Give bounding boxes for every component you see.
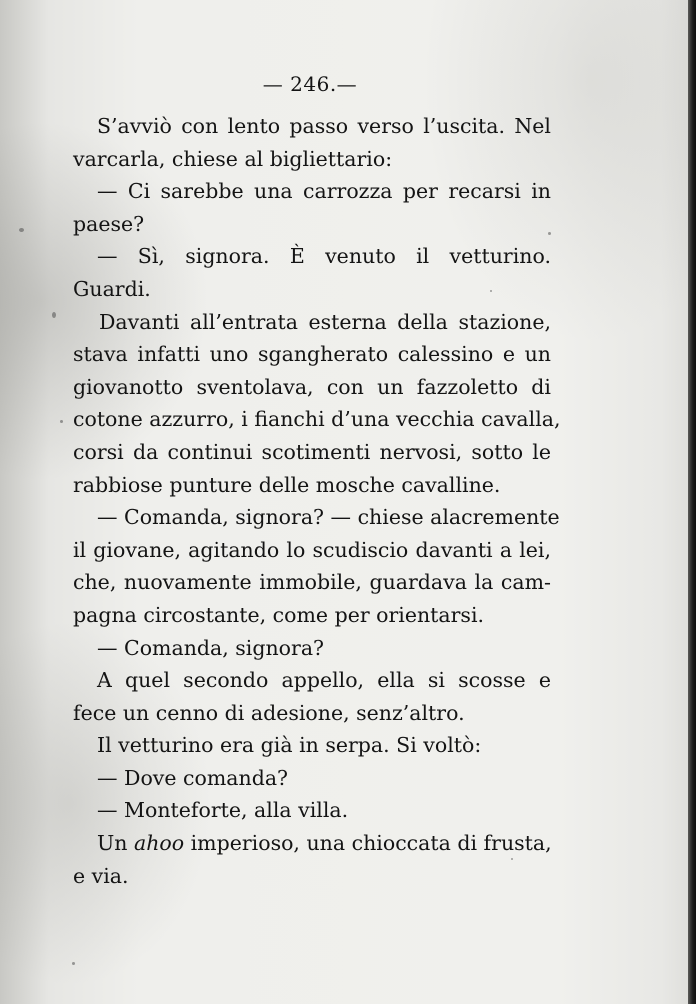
italic-word: ahoo <box>134 831 185 856</box>
text-line: — Ci sarebbe una carrozza per recarsi in <box>97 179 551 204</box>
text-line: Davanti all’entrata esterna della stazione, <box>99 309 551 334</box>
text-line: che, nuovamente immobile, guardava la cam- <box>73 570 551 595</box>
text-line: — Comanda, signora? — chiese alacremente <box>97 505 560 530</box>
text-line: — Dove comanda? <box>97 765 289 790</box>
text-line: rabbiose punture delle mosche cavalline. <box>73 472 501 497</box>
page-number: — 246.— <box>262 72 358 96</box>
text-line: S’avviò con lento passo verso l’uscita. Nel <box>97 114 551 138</box>
text-line: stava infatti uno sgangherato calessino e un <box>73 342 551 367</box>
paper-speck <box>60 420 63 423</box>
text-line: corsi da continui scotimenti nervosi, sotto le <box>73 439 551 464</box>
text-line: — Monteforte, alla villa. <box>97 798 349 823</box>
page-text <box>73 110 561 892</box>
text-line: il giovane, agitando lo scudiscio davanti a lei, <box>73 537 551 562</box>
text-segment: Un <box>97 831 134 856</box>
text-line: paese? <box>73 211 145 236</box>
paper-speck <box>19 228 24 232</box>
text-line: — Sì, signora. È venuto il vetturino. <box>97 244 551 269</box>
paper-speck <box>52 312 56 318</box>
text-line: Il vetturino era già in serpa. Si voltò: <box>97 733 482 758</box>
text-line: cotone azzurro, i fianchi d’una vecchia cavalla, <box>73 407 561 432</box>
text-line: e via. <box>73 863 129 888</box>
text-line: pagna circostante, come per orientarsi. <box>73 602 485 627</box>
page-edge-shadow <box>688 0 696 1004</box>
text-line-ahoo <box>73 827 551 860</box>
text-line: varcarla, chiese al bigliettario: <box>73 146 393 171</box>
text-line: Guardi. <box>73 276 151 301</box>
text-line: giovanotto sventolava, con un fazzoletto di <box>73 374 551 399</box>
text-line: fece un cenno di adesione, senz’altro. <box>73 700 465 725</box>
text-line: A quel secondo appello, ella si scosse e <box>97 668 551 693</box>
paper-speck <box>511 858 513 860</box>
paper-speck <box>548 232 551 235</box>
text-line: — Comanda, signora? <box>97 635 325 660</box>
paper-speck <box>72 962 75 965</box>
paper-speck <box>490 290 492 292</box>
text-segment: imperioso, una chioccata di frusta, <box>184 831 552 856</box>
